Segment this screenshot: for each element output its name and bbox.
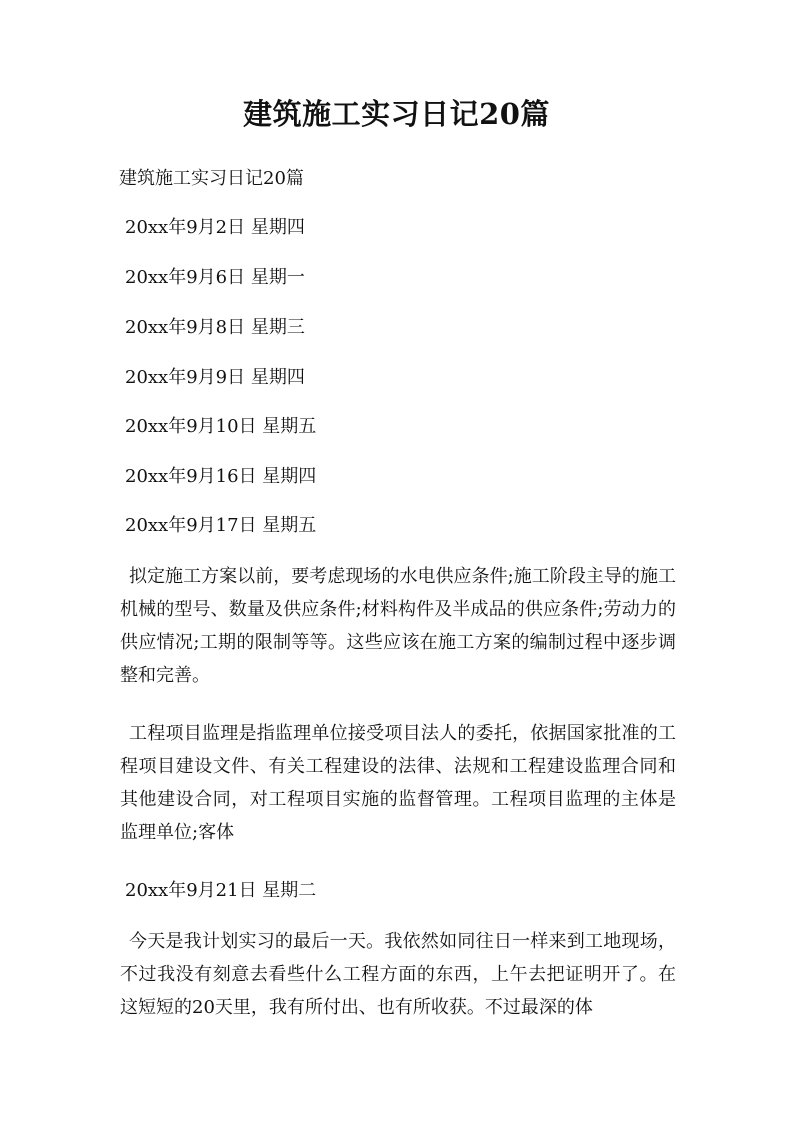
paragraph-project-supervision: 工程项目监理是指监理单位接受项目法人的委托，依据国家批准的工程项目建设文件、有关工程建设的法律、法规和工程建设监理合同和其他建设合同，对工程项目实施的监督管理。工程项目监理的主体是监理单位;客体 <box>120 723 676 843</box>
document-title: 建筑施工实习日记20篇 <box>243 97 550 131</box>
diary-date-4: 20xx年9月9日 星期四 <box>125 367 305 388</box>
diary-date-7: 20xx年9月17日 星期五 <box>125 515 317 536</box>
diary-date-2: 20xx年9月6日 星期一 <box>125 267 305 288</box>
diary-date-5: 20xx年9月10日 星期五 <box>125 416 317 437</box>
paragraph-last-day: 今天是我计划实习的最后一天。我依然如同往日一样来到工地现场，不过我没有刻意去看些什么工程方面的东西，上午去把证明开了。在这短短的20天里，我有所付出、也有所收获。不过最深的体 <box>120 931 676 1018</box>
document-subtitle: 建筑施工实习日记20篇 <box>119 168 304 189</box>
diary-date-8: 20xx年9月21日 星期二 <box>125 880 317 901</box>
diary-date-3: 20xx年9月8日 星期三 <box>125 317 305 338</box>
diary-date-1: 20xx年9月2日 星期四 <box>125 217 305 238</box>
paragraph-construction-plan: 拟定施工方案以前，要考虑现场的水电供应条件;施工阶段主导的施工机械的型号、数量及供应条件;材料构件及半成品的供应条件;劳动力的供应情况;工期的限制等等。这些应该在施工方案的编制过程中逐步调整和完善。 <box>120 566 676 686</box>
diary-date-6: 20xx年9月16日 星期四 <box>125 466 317 487</box>
